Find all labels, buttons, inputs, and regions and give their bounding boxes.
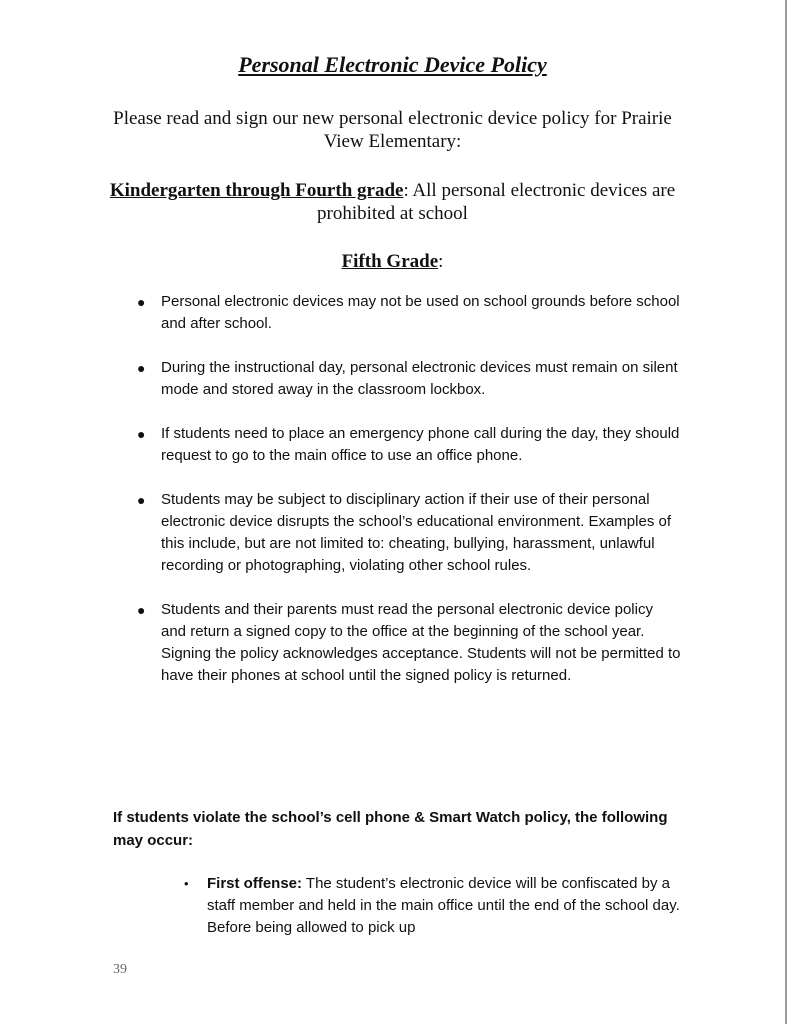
rule-text: Students and their parents must read the personal electronic device policy and return a signed copy to the office at the beginning of the school year. Signing the policy acknowledges acceptance. Students will not be permitted to have their phones at school until the signed policy is returned. [161, 601, 681, 684]
bullet-icon: ● [137, 294, 146, 310]
rule-text: If students need to place an emergency phone call during the day, they should request to go to the main office to use an office phone. [161, 425, 680, 464]
list-item [137, 423, 682, 467]
fifth-grade-heading-line [0, 250, 785, 273]
fifth-grade-rules-list [137, 291, 682, 709]
intro-paragraph: Please read and sign our new personal electronic device policy for Prairie View Elementary: [113, 108, 672, 152]
bullet-icon: ● [137, 426, 146, 442]
kindergarten-fourth-text: All personal electronic devices are prohibited at school [317, 180, 676, 224]
offense-label: First offense: [207, 875, 303, 892]
offense-list [184, 873, 680, 939]
page-title: Personal Electronic Device Policy [238, 52, 547, 77]
fifth-grade-separator: : [438, 251, 444, 272]
list-item [137, 599, 682, 687]
rule-text: Personal electronic devices may not be used on school grounds before school and after school. [161, 293, 680, 332]
list-item [137, 489, 682, 577]
list-item [137, 291, 682, 335]
list-item [137, 357, 682, 401]
offense-text: The student’s electronic device will be confiscated by a staff member and held in the main office until the end of the school day. Before being allowed to pick up [207, 875, 680, 936]
page-number: 39 [113, 962, 127, 977]
bullet-icon: ● [137, 492, 146, 508]
violation-heading: If students violate the school’s cell phone & Smart Watch policy, the following may occur: [113, 809, 668, 849]
kindergarten-fourth-separator: : [403, 180, 409, 201]
bullet-icon: ● [137, 602, 146, 618]
bullet-icon: ● [137, 360, 146, 376]
rule-text: During the instructional day, personal electronic devices must remain on silent mode and stored away in the classroom lockbox. [161, 359, 678, 398]
rule-text: Students may be subject to disciplinary action if their use of their personal electronic device disrupts the school’s educational environment. Examples of this include, but are not limited to: cheating, bullying, harassment, unlawful recording or photographing, violating other school rules. [161, 491, 671, 574]
kindergarten-fourth-heading: Kindergarten through Fourth grade [109, 180, 404, 201]
bullet-icon: • [184, 876, 189, 891]
fifth-grade-heading: Fifth Grade [341, 251, 439, 272]
list-item [184, 873, 680, 939]
kindergarten-fourth-policy [100, 179, 685, 225]
